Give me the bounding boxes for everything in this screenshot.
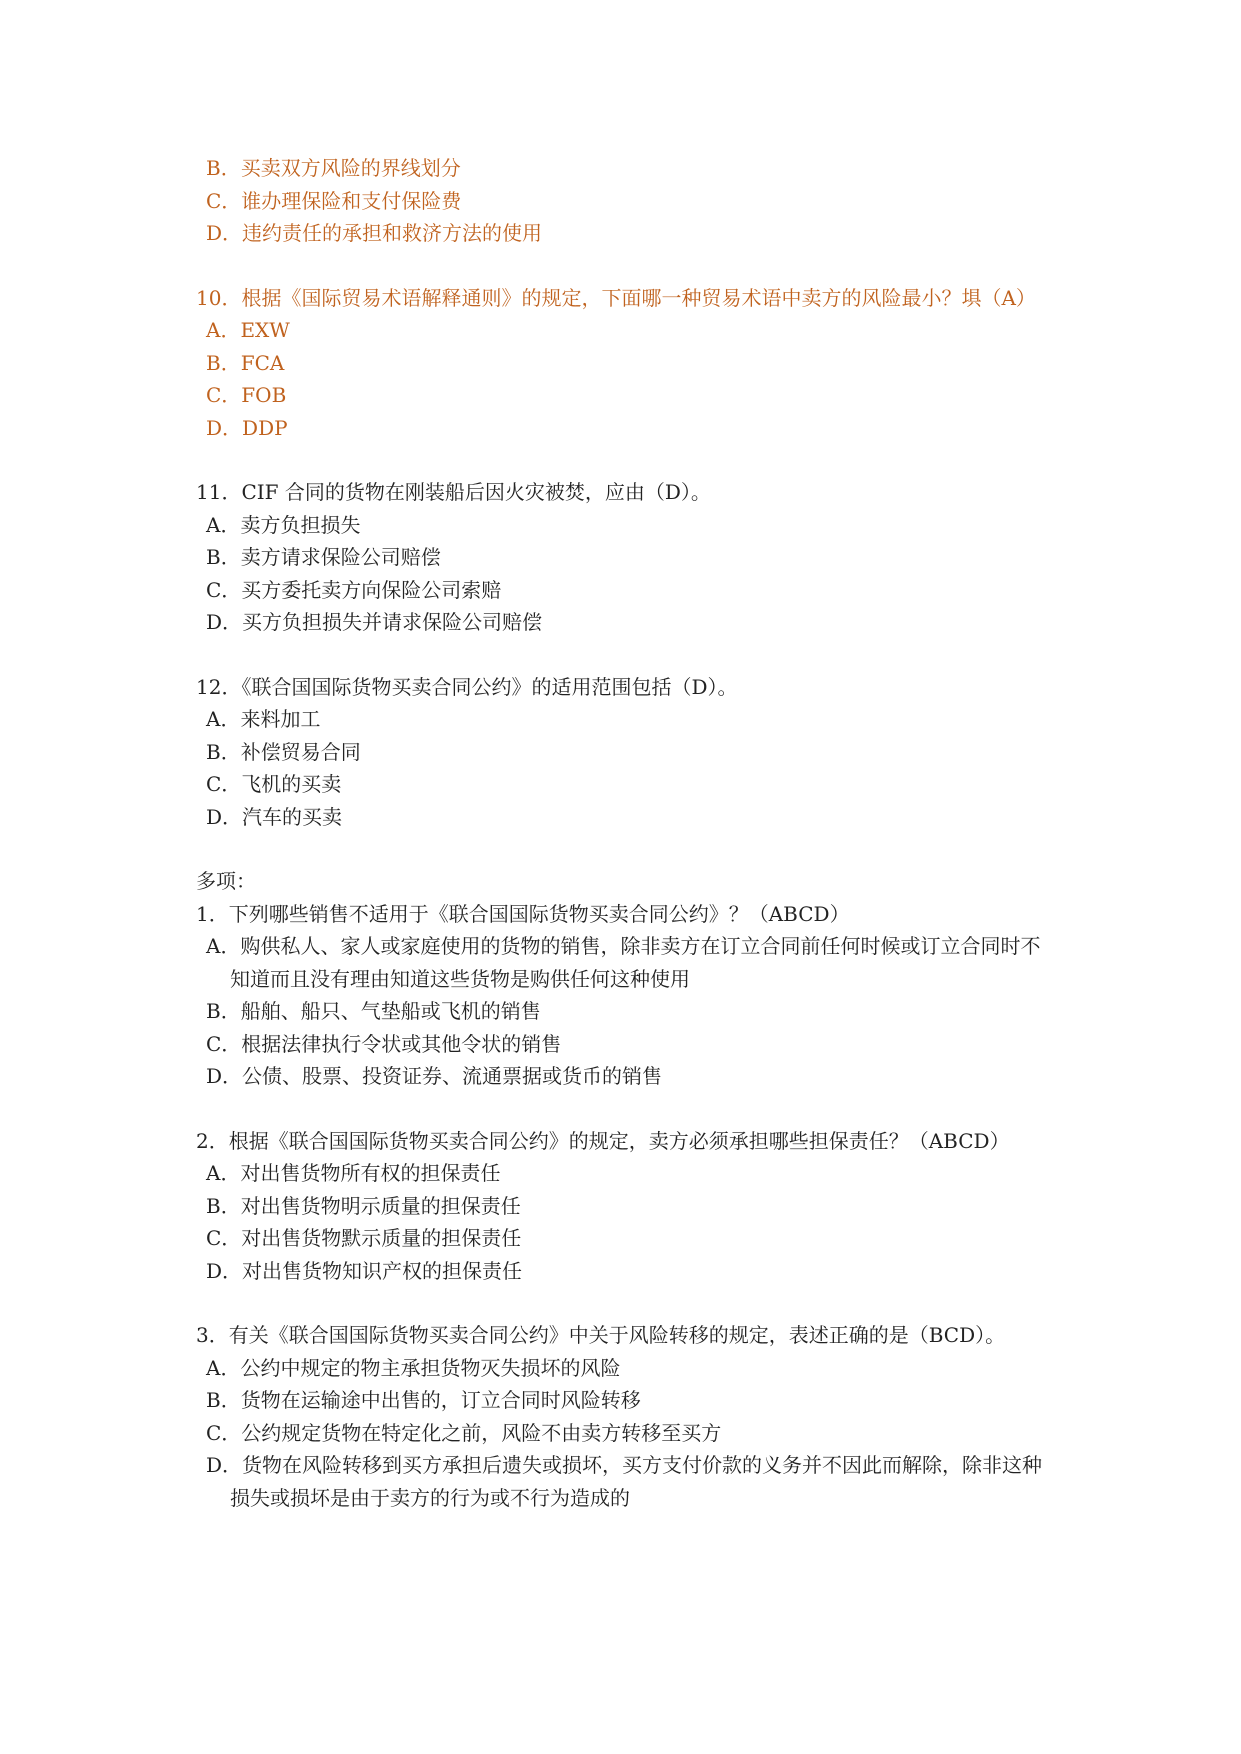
question-text: 1．下列哪些销售不适用于《联合国国际货物买卖合同公约》？（ABCD） [196, 901, 850, 926]
multi-question-block-3 [196, 1319, 1056, 1514]
option-b: B．货物在运输途中出售的，订立合同时风险转移 [206, 1388, 641, 1412]
option-d: D．买方负担损失并请求保险公司赔偿 [206, 610, 543, 634]
option-d: D．DDP [206, 415, 288, 440]
option-d: D．公债、股票、投资证券、流通票据或货币的销售 [206, 1064, 663, 1088]
question-text: 12．《联合国国际货物买卖合同公约》的适用范围包括（D）。 [196, 674, 738, 699]
option-a: A．来料加工 [206, 707, 321, 731]
option-d: D．对出售货物知识产权的担保责任 [206, 1258, 523, 1283]
option-d: D．汽车的买卖 [206, 804, 343, 829]
option-c: C．买方委托卖方向保险公司索赔 [206, 577, 502, 602]
option-c: C．根据法律执行令状或其他令状的销售 [206, 1031, 562, 1056]
option-c: C．谁办理保险和支付保险费 [206, 188, 462, 213]
question-block-12 [196, 671, 1056, 834]
question-text: 3．有关《联合国国际货物买卖合同公约》中关于风险转移的规定，表述正确的是（BCD）。 [196, 1323, 1006, 1347]
question-block-11 [196, 476, 1056, 639]
question-block-9-continued [196, 152, 1056, 250]
question-text: 11．CIF 合同的货物在刚装船后因火灾被焚，应由（D）。 [196, 480, 711, 504]
option-b: B．FCA [206, 350, 285, 375]
multi-question-block-1 [196, 898, 1056, 1093]
option-d: D．违约责任的承担和救济方法的使用 [206, 221, 543, 245]
option-a: A．EXW [206, 318, 290, 342]
option-a: A．卖方负担损失 [206, 512, 361, 537]
option-b: B．补偿贸易合同 [206, 739, 361, 764]
option-b: B．对出售货物明示质量的担保责任 [206, 1193, 521, 1218]
question-block-10 [196, 282, 1056, 445]
option-b: B．买卖双方风险的界线划分 [206, 156, 461, 180]
question-text: 2．根据《联合国国际货物买卖合同公约》的规定，卖方必须承担哪些担保责任？（ABCD） [196, 1128, 1010, 1153]
multi-question-block-2 [196, 1125, 1056, 1288]
section-title-multiple-choice: 多项： [196, 869, 256, 893]
option-a: A．对出售货物所有权的担保责任 [206, 1161, 501, 1185]
option-c: C．公约规定货物在特定化之前，风险不由卖方转移至买方 [206, 1420, 722, 1445]
option-a: A．购供私人、家人或家庭使用的货物的销售，除非卖方在订立合同前任何时候或订立合同时不知道而且没有理由知道这些货物是购供任何这种使用 [206, 934, 1041, 991]
option-d: D．货物在风险转移到买方承担后遗失或损坏，买方支付价款的义务并不因此而解除，除非这种损失或损坏是由于卖方的行为或不行为造成的 [206, 1453, 1043, 1510]
option-a: A．公约中规定的物主承担货物灭失损坏的风险 [206, 1355, 621, 1380]
question-text: 10．根据《国际贸易术语解释通则》的规定，下面哪一种贸易术语中卖方的风险最小？埧（A） [196, 285, 1036, 310]
option-c: C．FOB [206, 383, 287, 407]
option-c: C．飞机的买卖 [206, 772, 342, 796]
option-b: B．船舶、船只、气垫船或飞机的销售 [206, 999, 541, 1023]
option-c: C．对出售货物默示质量的担保责任 [206, 1226, 522, 1250]
option-b: B．卖方请求保险公司赔偿 [206, 545, 441, 569]
document-page [196, 152, 1056, 1546]
